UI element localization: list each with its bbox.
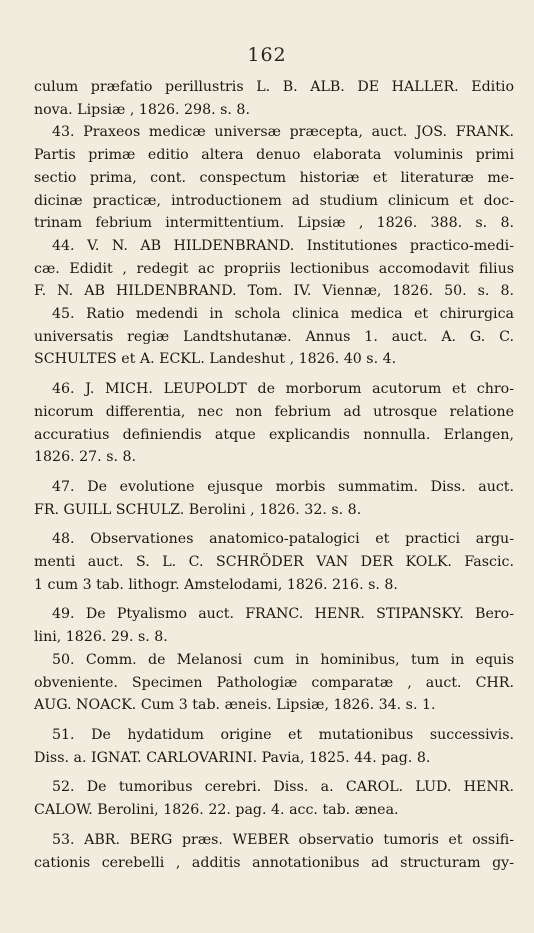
text-line: nova. Lipsiæ , 1826. 298. s. 8. <box>34 101 250 118</box>
text-line: culum præfatio perillustris L. B. ALB. DE HALLER. Editio <box>34 79 514 95</box>
text-line: 53. ABR. BERG præs. WEBER observatio tumoris et ossifi- <box>52 831 514 848</box>
text-line: dicinæ practicæ, introductionem ad studium clinicum et doc- <box>34 192 514 209</box>
text-line: Partis primæ editio altera denuo elaborata voluminis primi <box>34 147 514 164</box>
text-line: 49. De Ptyalismo auct. FRANC. HENR. STIPANSKY. Bero- <box>52 606 514 623</box>
text-line: menti auct. S. L. C. SCHRÖDER VAN DER KOLK. Fascic. <box>34 554 514 571</box>
text-line: 45. Ratio medendi in schola clinica medica et chirurgica <box>52 306 514 323</box>
text-line: trinam febrium intermittentium. Lipsiæ , 1826. 388. s. 8. <box>34 215 514 232</box>
text-line: cationis cerebelli , additis annotationibus ad structuram gy- <box>34 854 514 871</box>
text-line: 50. Comm. de Melanosi cum in hominibus, tum in equis <box>52 651 514 668</box>
text-line: universatis regiæ Landtshutanæ. Annus 1. auct. A. G. C. <box>34 328 514 345</box>
text-line: F. N. AB HILDENBRAND. Tom. IV. Viennæ, 1826. 50. s. 8. <box>34 283 514 300</box>
text-line: 51. De hydatidum origine et mutationibus successivis. <box>52 726 514 743</box>
text-line: 44. V. N. AB HILDENBRAND. Institutiones practico-medi- <box>52 237 514 254</box>
text-line: 1826. 27. s. 8. <box>34 449 137 466</box>
bibliography-text <box>34 76 514 874</box>
text-line: 46. J. MICH. LEUPOLDT de morborum acutorum et chro- <box>52 381 514 398</box>
text-line: 48. Observationes anatomico-patalogici et practici argu- <box>52 531 514 548</box>
text-line: nicorum differentia, nec non febrium ad utrosque relatione <box>34 403 514 420</box>
text-line: cæ. Edidit , redegit ac propriis lectionibus accomodavit filius <box>34 260 514 277</box>
text-line: 52. De tumoribus cerebri. Diss. a. CAROL. LUD. HENR. <box>52 779 514 796</box>
text-line: CALOW. Berolini, 1826. 22. pag. 4. acc. tab. ænea. <box>34 802 399 819</box>
text-line: FR. GUILL SCHULZ. Berolini , 1826. 32. s. 8. <box>34 501 362 518</box>
text-line: 43. Praxeos medicæ universæ præcepta, auct. JOS. FRANK. <box>52 124 514 141</box>
text-line: SCHULTES et A. ECKL. Landeshut , 1826. 40 s. 4. <box>34 351 397 368</box>
text-line: accuratius definiendis atque explicandis nonnulla. Erlangen, <box>34 426 514 443</box>
text-line: 1 cum 3 tab. lithogr. Amstelodami, 1826. 216. s. 8. <box>34 576 398 593</box>
text-line: sectio prima, cont. conspectum historiæ et literaturæ me- <box>34 169 514 186</box>
text-line: 47. De evolutione ejusque morbis summatim. Diss. auct. <box>52 478 514 495</box>
text-line: Diss. a. IGNAT. CARLOVARINI. Pavia, 1825. 44. pag. 8. <box>34 749 431 766</box>
text-line: lini, 1826. 29. s. 8. <box>34 629 168 646</box>
text-line: obveniente. Specimen Pathologiæ comparatæ , auct. CHR. <box>34 674 514 691</box>
text-line: AUG. NOACK. Cum 3 tab. æneis. Lipsiæ, 1826. 34. s. 1. <box>34 697 436 714</box>
page-number: 162 <box>247 44 287 66</box>
